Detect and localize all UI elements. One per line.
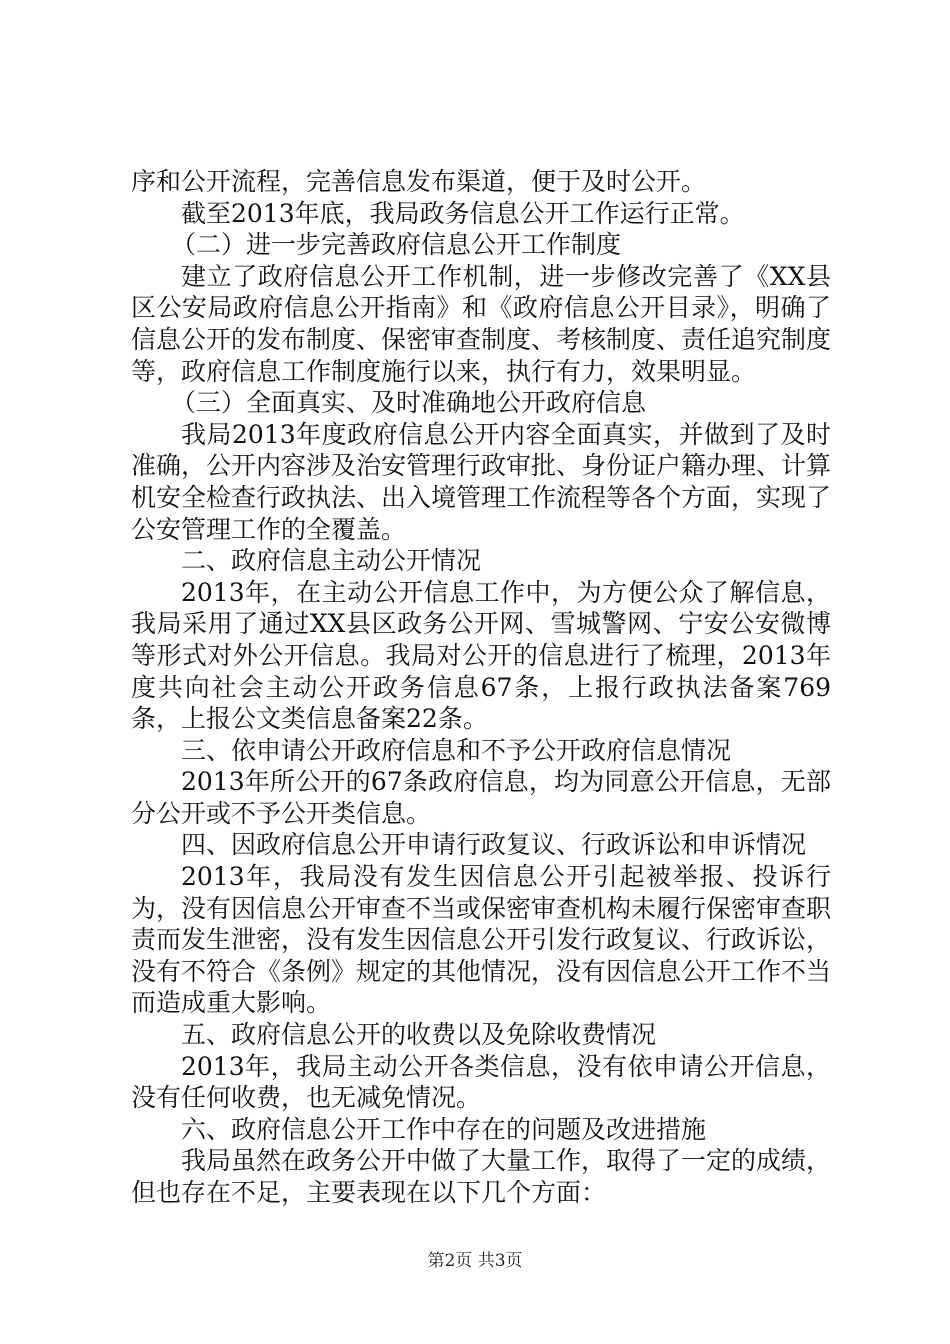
paragraph: 2013年，我局没有发生因信息公开引起被举报、投诉行为，没有因信息公开审查不当或保密审查机构未履行保密审查职责而发生泄密，没有发生因信息公开引发行政复议、行政诉讼，没有不符合《条例》规定的其他情况，没有因信息公开工作不当而造成重大影响。	[131, 862, 832, 1018]
paragraph: 我局2013年度政府信息公开内容全面真实，并做到了及时准确，公开内容涉及治安管理行政审批、身份证户籍办理、计算机安全检查行政执法、出入境管理工作流程等各个方面，实现了公安管理工作的全覆盖。	[131, 419, 832, 544]
page-footer: 第2页 共3页	[427, 1251, 523, 1271]
section-heading: 二、政府信息主动公开情况	[181, 546, 482, 576]
paragraph: 我局虽然在政务公开中做了大量工作，取得了一定的成绩，但也存在不足，主要表现在以下几个方面：	[131, 1146, 832, 1207]
section-heading: 三、依申请公开政府信息和不予公开政府信息情况	[181, 735, 732, 765]
section-subheading: （三）全面真实、及时准确地公开政府信息	[171, 388, 647, 418]
paragraph: 2013年所公开的67条政府信息，均为同意公开信息，无部分公开或不予公开类信息。	[131, 767, 831, 828]
section-heading: 五、政府信息公开的收费以及免除收费情况	[181, 1020, 657, 1050]
document-body	[131, 166, 831, 1209]
section-heading: 六、政府信息公开工作中存在的问题及改进措施	[181, 1114, 707, 1144]
paragraph: 截至2013年底，我局政务信息公开工作运行正常。	[181, 198, 745, 228]
paragraph: 建立了政府信息公开工作机制，进一步修改完善了《XX县区公安局政府信息公开指南》和《政府信息公开目录》，明确了信息公开的发布制度、保密审查制度、考核制度、责任追究制度等，政府信息工作制度施行以来，执行有力，效果明显。	[131, 261, 832, 386]
paragraph: 2013年，在主动公开信息工作中，为方便公众了解信息，我局采用了通过XX县区政务公开网、雪城警网、宁安公安微博等形式对外公开信息。我局对公开的信息进行了梳理，2013年度共向社会主动公开政务信息67条，上报行政执法备案769条，上报公文类信息备案22条。	[131, 577, 831, 734]
section-subheading: （二）进一步完善政府信息公开工作制度	[171, 230, 622, 260]
paragraph-continuation: 序和公开流程，完善信息发布渠道，便于及时公开。	[131, 167, 707, 196]
paragraph: 2013年，我局主动公开各类信息，没有依申请公开信息，没有任何收费，也无减免情况。	[131, 1051, 831, 1113]
section-heading: 四、因政府信息公开申请行政复议、行政诉讼和申诉情况	[181, 830, 807, 860]
